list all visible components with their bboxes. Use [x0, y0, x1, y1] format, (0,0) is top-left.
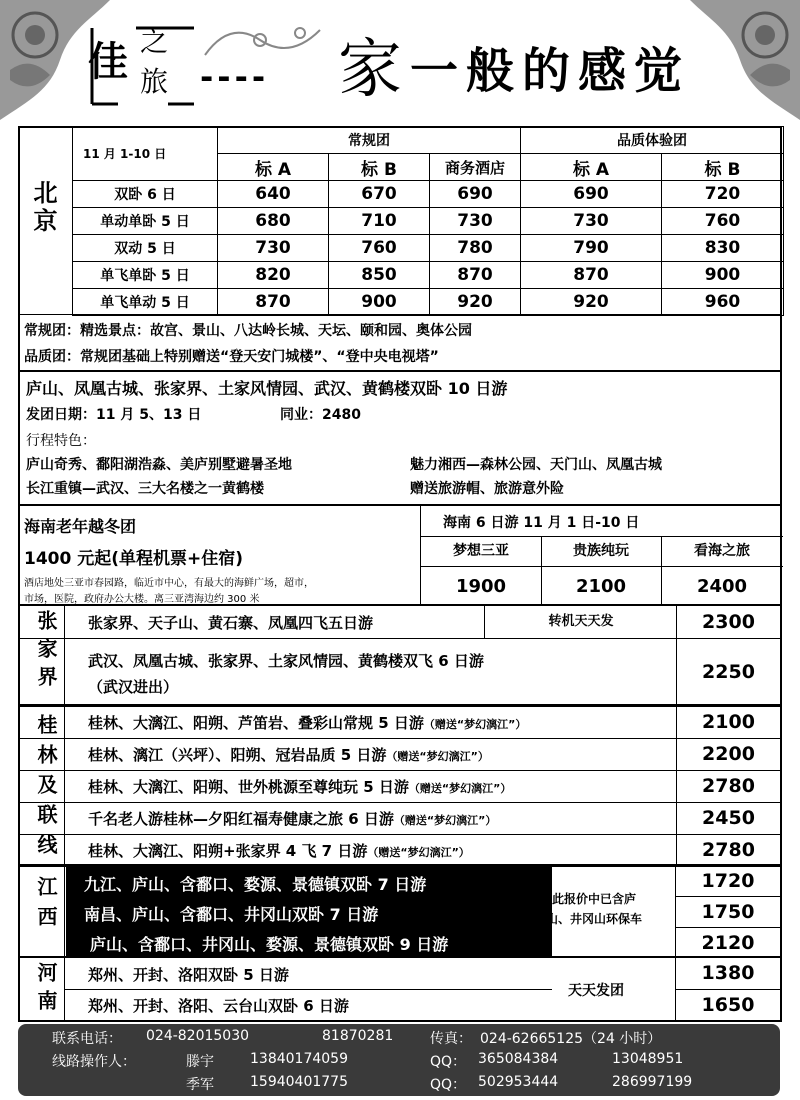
- beijing-note-regular: 常规团：精选景点：故宫、景山、八达岭长城、天坛、颐和园、奥体公园: [24, 323, 472, 339]
- price-cell: 900: [329, 289, 430, 316]
- jiangxi-note: 此报价中已含庐: [552, 892, 637, 906]
- zjj-region-label: 张家界: [34, 610, 58, 694]
- price-cell: 870: [430, 262, 521, 289]
- lushan-depart: 发团日期：11 月 5、13 日: [26, 407, 202, 423]
- route-text: 张家界、天子山、黄石寨、凤凰四飞五日游: [88, 614, 374, 632]
- hainan-title: 海南老年越冬团: [24, 517, 137, 536]
- guilin-section: [18, 704, 782, 866]
- lushan-peer-price: 同业：2480: [280, 407, 361, 423]
- row-label: 单飞单动 5 日: [73, 289, 218, 316]
- fax-label: 传真：: [430, 1031, 472, 1047]
- jiangxi-note: 山、井冈山环保车: [546, 912, 643, 926]
- phone-label: 联系电话：: [52, 1031, 122, 1047]
- fax-number[interactable]: 024-62665125（24 小时）: [480, 1031, 662, 1047]
- header-home-char: 家: [338, 33, 402, 107]
- table-row: [73, 181, 784, 208]
- price-cell: 670: [329, 181, 430, 208]
- operator-label: 线路操作人：: [52, 1054, 136, 1070]
- phone-number[interactable]: 81870281: [322, 1028, 394, 1044]
- logo-char-jia: 佳: [88, 38, 128, 85]
- route-text: 郑州、开封、洛阳、云台山双卧 6 日游: [88, 997, 349, 1015]
- price-cell: 900: [662, 262, 784, 289]
- operator-name: 季军: [186, 1077, 214, 1093]
- lushan-feature: 庐山奇秀、鄱阳湖浩淼、美庐别墅避暑圣地: [26, 457, 292, 473]
- beijing-date: 11 月 1-10 日: [73, 127, 218, 181]
- gift-note: （赠送“梦幻漓江”）: [367, 846, 470, 859]
- hainan-price-cell: 1900: [455, 576, 507, 597]
- route-text: 桂林、漓江（兴坪）、阳朔、冠岩品质 5 日游: [88, 746, 387, 764]
- price-cell: 720: [662, 181, 784, 208]
- zjj-row: [20, 638, 780, 707]
- hainan-section: [18, 504, 782, 606]
- gift-note: （赠送“梦幻漓江”）: [393, 814, 497, 827]
- qq-number[interactable]: 13048951: [612, 1051, 684, 1067]
- price-cell: 730: [430, 208, 521, 235]
- hainan-price-cell: 2100: [575, 576, 627, 597]
- guilin-row: [20, 770, 780, 803]
- price-cell: 2120: [701, 932, 755, 954]
- route-text: 郑州、开封、洛阳双卧 5 日游: [88, 966, 289, 984]
- qq-label: QQ：: [430, 1054, 467, 1070]
- col-header: 标 A: [218, 154, 329, 181]
- price-cell: 780: [430, 235, 521, 262]
- beijing-region-label: 北京: [29, 180, 57, 236]
- qq-number[interactable]: 286997199: [612, 1074, 693, 1090]
- route-text: 桂林、大漓江、阳朔、芦笛岩、叠彩山常规 5 日游: [88, 714, 424, 732]
- logo-char-lv: 旅: [140, 65, 169, 98]
- table-row: [73, 235, 784, 262]
- guilin-row: [20, 738, 780, 771]
- route-text: 武汉、凤凰古城、张家界、土家风情园、黄鹤楼双飞 6 日游: [88, 652, 484, 670]
- zjj-daily-note: 转机天天发: [484, 606, 677, 638]
- price-cell: 680: [218, 208, 329, 235]
- price-cell: 870: [218, 289, 329, 316]
- price-cell: 710: [329, 208, 430, 235]
- header-dashes: ----: [200, 58, 270, 96]
- price-cell: 730: [521, 208, 662, 235]
- col-header: 标 A: [521, 154, 662, 181]
- qq-number[interactable]: 365084384: [478, 1051, 559, 1067]
- guilin-region-label: 桂林及联线: [34, 714, 58, 864]
- row-label: 双卧 6 日: [73, 181, 218, 208]
- price-cell: 760: [329, 235, 430, 262]
- price-cell: 2780: [676, 834, 780, 866]
- lushan-feature: 长江重镇—武汉、三大名楼之一黄鹤楼: [26, 481, 264, 497]
- route-text: 千名老人游桂林—夕阳红福寿健康之旅 6 日游: [88, 810, 394, 828]
- hainan-price: 1400 元起(单程机票+住宿): [24, 549, 244, 569]
- operator-phone[interactable]: 13840174059: [250, 1051, 348, 1067]
- row-label: 单飞单卧 5 日: [73, 262, 218, 289]
- hainan-price-cell: 2400: [696, 576, 748, 597]
- henan-daily-note: 天天发团: [568, 983, 624, 999]
- lushan-feature-label: 行程特色：: [26, 433, 96, 449]
- price-cell: 790: [521, 235, 662, 262]
- phone-number[interactable]: 024-82015030: [146, 1028, 250, 1044]
- jiangxi-section: [18, 864, 782, 958]
- jiangxi-route-box: [66, 866, 552, 958]
- henan-region-label: 河南: [34, 962, 58, 1018]
- price-cell: 1720: [676, 866, 780, 897]
- lushan-feature: 赠送旅游帽、旅游意外险: [410, 481, 564, 497]
- logo-char-zhi: 之: [140, 25, 169, 58]
- brand-logo: [88, 20, 198, 110]
- route-text: 桂林、大漓江、阳朔、世外桃源至尊纯玩 5 日游: [88, 778, 409, 796]
- hainan-col: 贵族纯玩: [541, 536, 661, 567]
- zjj-row: [20, 606, 780, 639]
- price-cell: 820: [218, 262, 329, 289]
- group-regular-header: 常规团: [218, 127, 521, 154]
- hainan-col: 看海之旅: [661, 536, 783, 567]
- hainan-tour-title: 海南 6 日游 11 月 1 日-10 日: [443, 515, 640, 531]
- operator-name: 滕宇: [186, 1054, 214, 1070]
- beijing-price-table: [72, 126, 784, 316]
- operator-phone[interactable]: 15940401775: [250, 1074, 348, 1090]
- row-label: 双动 5 日: [73, 235, 218, 262]
- price-cell: 760: [662, 208, 784, 235]
- lushan-section: [18, 370, 782, 506]
- hainan-desc: 市场，医院，政府办公大楼。离三亚湾海边约 300 米: [24, 594, 260, 605]
- hainan-col: 梦想三亚: [421, 536, 541, 567]
- price-cell: 2450: [676, 802, 780, 834]
- zhangjiajie-section: [18, 604, 782, 706]
- table-row: [73, 289, 784, 316]
- price-cell: 850: [329, 262, 430, 289]
- row-label: 单动单卧 5 日: [73, 208, 218, 235]
- beijing-note-quality: 品质团：常规团基础上特别赠送“登天安门城楼”、“登中央电视塔”: [24, 349, 439, 365]
- route-text: 庐山、含鄱口、井冈山、婺源、景德镇双卧 9 日游: [90, 935, 449, 954]
- qq-label: QQ：: [430, 1077, 467, 1093]
- guilin-row: [20, 802, 780, 835]
- route-text: 南昌、庐山、含鄱口、井冈山双卧 7 日游: [84, 905, 379, 924]
- gift-note: （赠送“梦幻漓江”）: [423, 718, 527, 731]
- route-note: （武汉进出）: [88, 678, 179, 696]
- price-cell: 920: [430, 289, 521, 316]
- group-quality-header: 品质体验团: [521, 127, 784, 154]
- gift-note: （赠送“梦幻漓江”）: [408, 782, 512, 795]
- contact-footer: [18, 1024, 780, 1096]
- price-cell: 690: [521, 181, 662, 208]
- lushan-title: 庐山、凤凰古城、张家界、土家风情园、武汉、黄鹤楼双卧 10 日游: [26, 379, 508, 398]
- table-row: [73, 208, 784, 235]
- price-cell: 690: [430, 181, 521, 208]
- header: [0, 0, 800, 125]
- hainan-desc: 酒店地处三亚市春园路，临近市中心，有最大的海鲜广场，超市，: [24, 578, 314, 589]
- gift-note: （赠送“梦幻漓江”）: [386, 750, 489, 763]
- route-text: 桂林、大漓江、阳朔+张家界 4 飞 7 日游: [88, 842, 368, 860]
- price-cell: 2100: [676, 706, 780, 738]
- price-cell: 640: [218, 181, 329, 208]
- qq-number[interactable]: 502953444: [478, 1074, 559, 1090]
- hainan-table: [420, 506, 783, 606]
- price-cell: 2300: [676, 606, 780, 638]
- price-cell: 2250: [676, 638, 780, 706]
- price-cell: 830: [662, 235, 784, 262]
- table-row: [73, 262, 784, 289]
- price-cell: 870: [521, 262, 662, 289]
- lushan-feature: 魅力湘西—森林公园、天门山、凤凰古城: [410, 457, 662, 473]
- price-cell: 2200: [676, 738, 780, 770]
- price-cell: 960: [662, 289, 784, 316]
- col-header: 标 B: [329, 154, 430, 181]
- route-text: 九江、庐山、含鄱口、婺源、景德镇双卧 7 日游: [84, 875, 427, 894]
- guilin-row: [20, 706, 780, 739]
- col-header: 标 B: [662, 154, 784, 181]
- price-cell: 2780: [676, 770, 780, 802]
- jiangxi-region-label: 江西: [34, 876, 58, 936]
- price-cell: 920: [521, 289, 662, 316]
- page-title: 一般的感觉: [410, 43, 691, 99]
- price-cell: 730: [218, 235, 329, 262]
- guilin-row: [20, 834, 780, 867]
- price-cell: 1380: [676, 958, 780, 990]
- ornament-right-icon: [690, 0, 800, 120]
- col-header: 商务酒店: [430, 154, 521, 181]
- beijing-section: [18, 126, 782, 372]
- price-cell: 1650: [701, 994, 755, 1016]
- price-cell: 1750: [676, 897, 780, 928]
- henan-section: [18, 956, 782, 1022]
